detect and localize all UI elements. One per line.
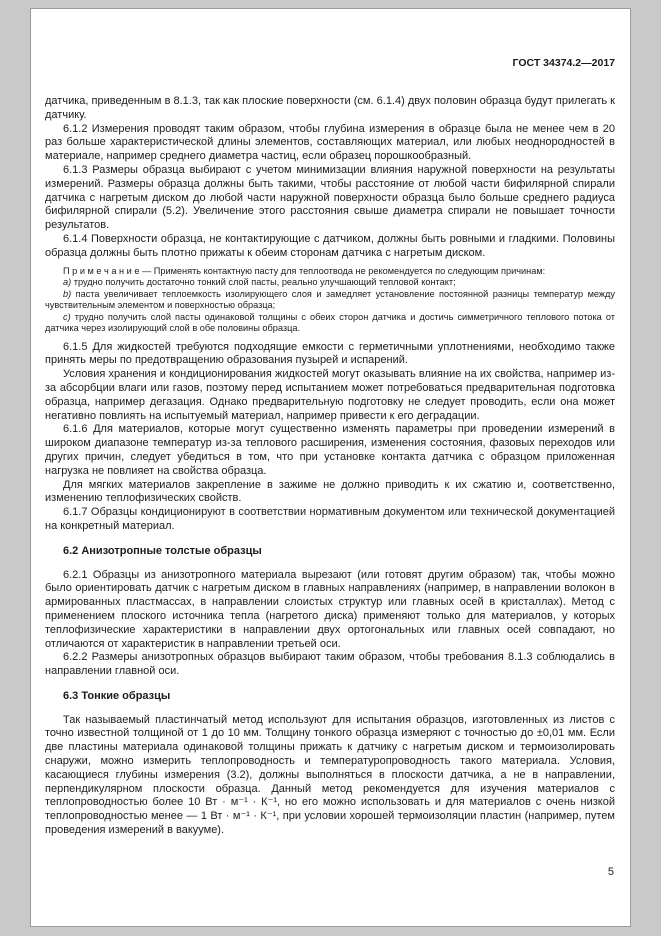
note-item-b-text: паста увеличивает теплоемкость изолирующего слоя и замедляет установление постоянной разницы температур между чувствительным элементом и поверхностью образца; [45,288,615,311]
standard-code-header: ГОСТ 34374.2—2017 [512,57,615,69]
paragraph-6-2-2: 6.2.2 Размеры анизотропных образцов выбирают таким образом, чтобы требования 8.1.3 соблюдались в направлении главной оси. [45,651,615,678]
section-heading-6-3: 6.3 Тонкие образцы [63,689,171,702]
note-item-b-marker: b) [63,288,72,299]
page-number: 5 [607,866,614,878]
note-item-b [45,289,615,312]
document-body [45,95,615,838]
paragraph-6-1-4: 6.1.4 Поверхности образца, не контактирующие с датчиком, должны быть ровными и гладкими. Половины образца должны быть плотно прижаты к обеим сторонам датчика с нагретым диском. [45,232,615,259]
paragraph-continuation: датчика, приведенным в 8.1.3, так как плоские поверхности (см. 6.1.4) двух половин образца будут прилегать к датчику. [45,95,615,121]
note-item-a-marker: a) [63,277,72,288]
paragraph-soft-materials: Для мягких материалов закрепление в зажиме не должно приводить к их сжатию и, соответственно, изменению теплофизических свойств. [45,478,615,505]
note-intro: П р и м е ч а н и е — Применять контактную пасту для теплоотвода не рекомендуется по следующим причинам: [63,265,546,276]
section-heading-6-2: 6.2 Анизотропные толстые образцы [63,544,262,557]
note-block [45,266,615,335]
note-item-c [45,312,615,335]
note-item-c-text: трудно получить слой пасты одинаковой толщины с обеих сторон датчика и достичь симметричного теплового потока от датчика через изолирующий слой в обе половины образца. [45,311,615,334]
note-item-a-text: трудно получить достаточно тонкий слой пасты, реально улучшающий тепловой контакт; [73,277,456,288]
paragraph-6-1-5: 6.1.5 Для жидкостей требуются подходящие емкости с герметичными уплотнениями, необходимо также принять меры по предотвращению образования пузырей и испарений. [45,340,615,367]
note-item-a [45,277,615,289]
document-page [30,8,631,927]
paragraph-6-1-6: 6.1.6 Для материалов, которые могут существенно изменять параметры при проведении измерений в широком диапазоне температур из-за теплового расширения, изменения состояния, фазовых переходов или других причин, следует убедиться в том, что при установке контакта датчика с образцом приложенная нагрузка не повлияет на свойства образца. [45,423,615,477]
paragraph-thin-specimens: Так называемый пластинчатый метод используют для испытания образцов, изготовленных из листов с точно известной толщиной от 1 до 10 мм. Толщину тонкого образца измеряют с точностью до ±0,01 мм. Если две пластины материала одинаковой толщины прижать к датчику с нагретым диском и термоизолировать снаружи, можно измерить теплопроводность и температуропроводность такого материала. Условия, касающиеся глубины измерения (3.2), должны выполняться в плоскости датчика, а не в направлении, перпендикулярном плоскости образца. Данный метод рекомендуется для изучения материалов с теплопроводностью более 10 Вт · м⁻¹ · К⁻¹, но его можно использовать и для материалов с очень низкой теплопроводностью менее — 1 Вт · м⁻¹ · К⁻¹, при условии хорошей термоизоляции пластин (например, путем проведения измерений в вакууме). [45,713,615,837]
paragraph-6-1-7: 6.1.7 Образцы кондиционируют в соответствии нормативным документом или технической документацией на конкретный материал. [45,506,615,532]
paragraph-6-1-3: 6.1.3 Размеры образца выбирают с учетом минимизации влияния наружной поверхности на результаты измерений. Размеры образца должны быть такими, чтобы расстояние от любой части бифилярной спирали датчика с нагретым диском до любой части наружной поверхности образца было больше среднего радиуса бифилярной спирали (5.2). Увеличение этого расстояния свыше диаметра спирали не повышает точности результатов. [45,163,615,232]
note-item-c-marker: c) [63,311,71,322]
paragraph-6-1-2: 6.1.2 Измерения проводят таким образом, чтобы глубина измерения в образце была не менее чем в 20 раз больше характеристической длины элементов, составляющих материал, или любых неоднородностей в материале, например среднего диаметра частиц, если образец порошкообразный. [45,122,615,163]
paragraph-6-2-1: 6.2.1 Образцы из анизотропного материала вырезают (или готовят другим образом) так, чтобы можно было ориентировать датчик с нагретым диском в главных направлениях (например, в направлении волокон в армированных пластмассах, в направлении слоистых структур или главных осей в кристаллах). Метод с применением плоского источника тепла (нагретого диска) применяют только для материалов, у которых теплофизические характеристики в направлении двух ортогональных или главных осей совпадают, но отличаются от характеристик в направлении третьей оси. [45,568,615,650]
paragraph-liquids-conditioning: Условия хранения и кондиционирования жидкостей могут оказывать влияние на их свойства, например из-за абсорбции влаги или газов, поэтому перед испытанием может потребоваться предварительная подготовка образца, например дегазация. Однако предварительную подготовку не следует проводить, если она может негативно повлиять на испытуемый материал, например привести к его деградации. [45,368,615,422]
page-content-area [31,9,630,838]
